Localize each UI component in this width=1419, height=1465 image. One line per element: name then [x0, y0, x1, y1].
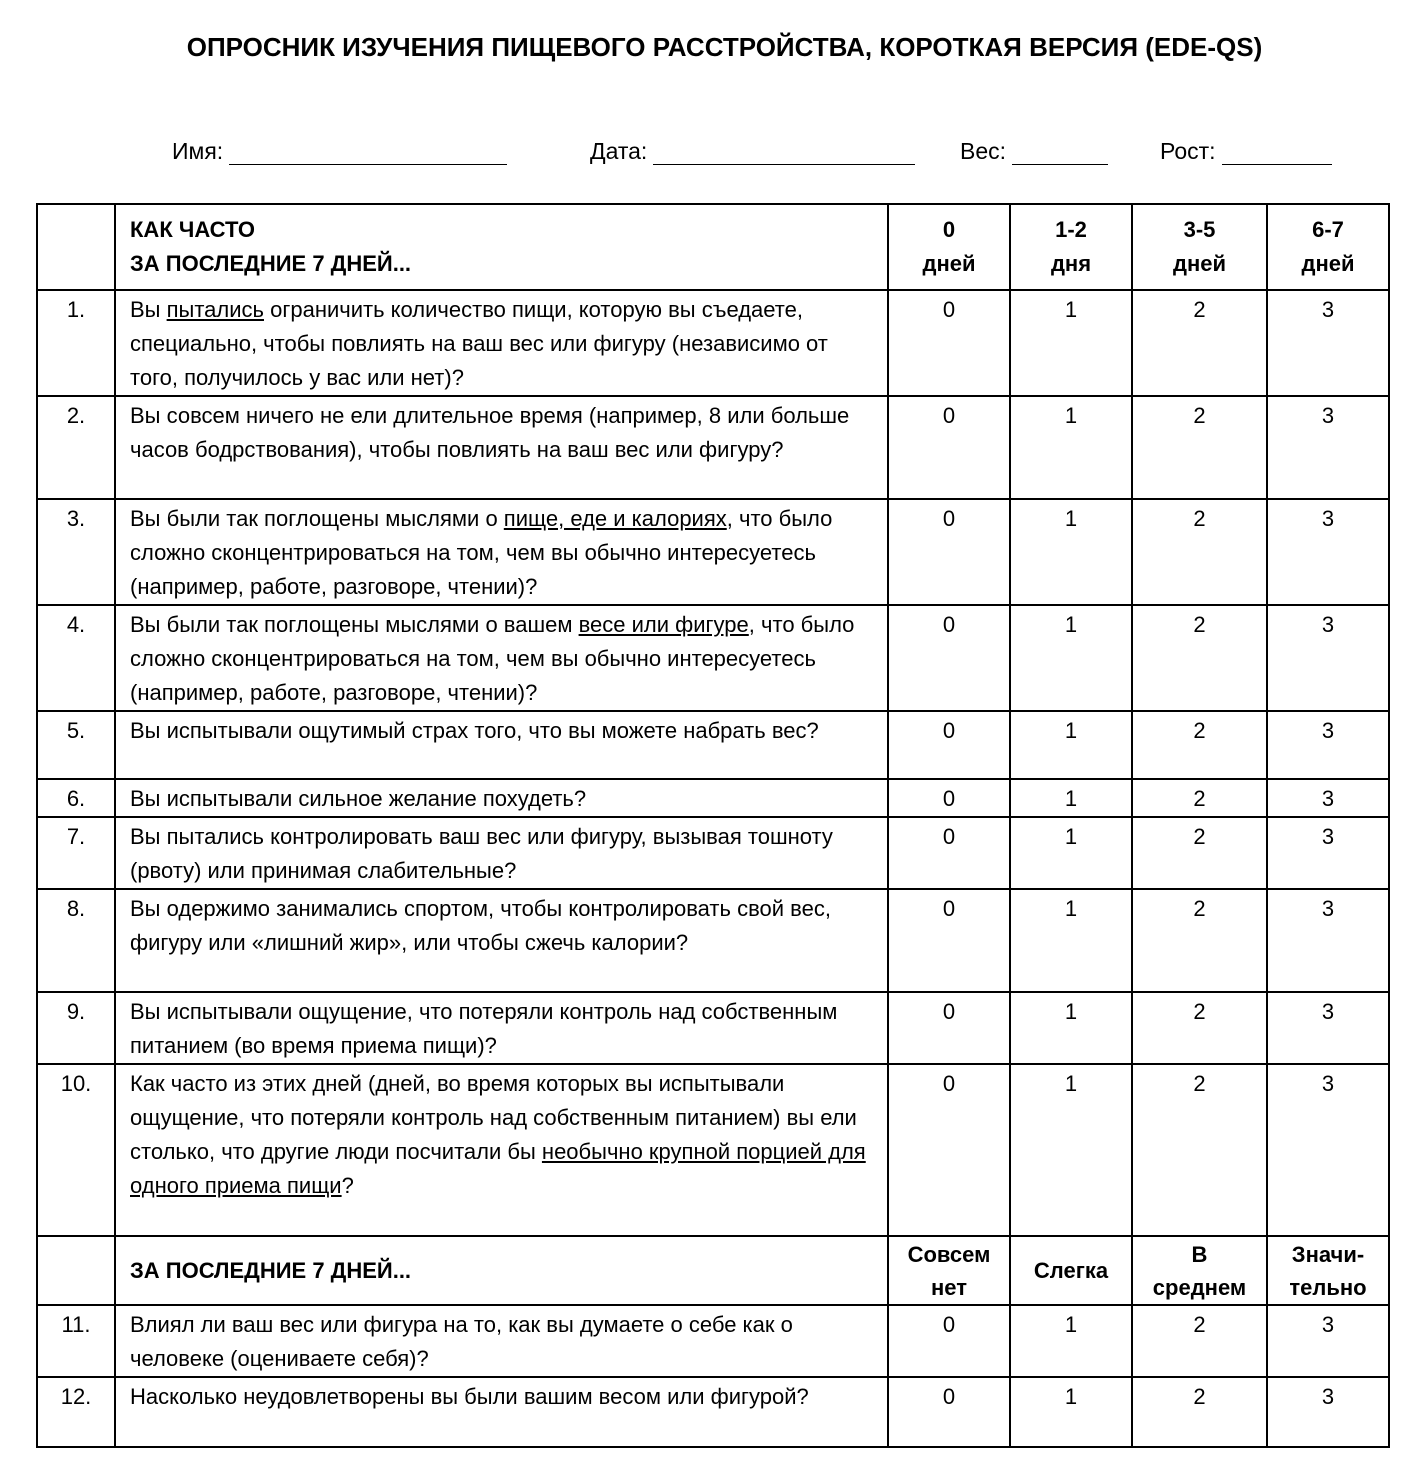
- header1-col-1: [1010, 204, 1132, 290]
- score-option-2[interactable]: 2: [1132, 817, 1267, 889]
- question-number: 7.: [37, 817, 115, 889]
- name-field[interactable]: [172, 138, 507, 165]
- score-option-1[interactable]: 1: [1010, 817, 1132, 889]
- score-option-0[interactable]: 0: [888, 1305, 1010, 1377]
- score-option-1[interactable]: 1: [1010, 1064, 1132, 1236]
- question-text: [115, 779, 888, 817]
- question-number: 2.: [37, 396, 115, 499]
- score-option-3[interactable]: 3: [1267, 779, 1389, 817]
- header1-line2: ЗА ПОСЛЕДНИЕ 7 ДНЕЙ...: [130, 251, 412, 276]
- score-option-3[interactable]: 3: [1267, 499, 1389, 605]
- header1-row: [37, 204, 1389, 290]
- score-option-3[interactable]: 3: [1267, 1064, 1389, 1236]
- score-option-2[interactable]: 2: [1132, 1064, 1267, 1236]
- question-text: [115, 992, 888, 1064]
- question-text-pre: Вы испытывали ощущение, что потеряли контроль над собственным питанием (во время приема пищи)?: [130, 999, 838, 1058]
- question-number: 9.: [37, 992, 115, 1064]
- question-number: 12.: [37, 1377, 115, 1447]
- question-text: [115, 290, 888, 396]
- question-row: [37, 499, 1389, 605]
- score-option-3[interactable]: 3: [1267, 711, 1389, 779]
- question-row: [37, 396, 1389, 499]
- header2-col-top: В: [1191, 1241, 1208, 1267]
- question-text: [115, 605, 888, 711]
- question-number: 10.: [37, 1064, 115, 1236]
- score-option-2[interactable]: 2: [1132, 1377, 1267, 1447]
- score-option-3[interactable]: 3: [1267, 1377, 1389, 1447]
- question-text: [115, 1305, 888, 1377]
- score-option-0[interactable]: 0: [888, 992, 1010, 1064]
- question-text: [115, 711, 888, 779]
- score-option-1[interactable]: 1: [1010, 499, 1132, 605]
- score-option-0[interactable]: 0: [888, 396, 1010, 499]
- question-row: [37, 779, 1389, 817]
- question-number: 11.: [37, 1305, 115, 1377]
- question-text-post: ограничить количество пищи, которую вы съедаете, специально, чтобы повлиять на ваш вес или фигуру (независимо от того, получилось у вас или нет)?: [130, 297, 828, 390]
- header2-col-bottom: тельно: [1289, 1274, 1367, 1300]
- score-option-3[interactable]: 3: [1267, 290, 1389, 396]
- question-text-pre: Вы были так поглощены мыслями о: [130, 506, 504, 531]
- date-label: Дата:: [590, 138, 648, 164]
- header2-col-3: [1267, 1236, 1389, 1305]
- header2-col-2: [1132, 1236, 1267, 1305]
- question-text: [115, 499, 888, 605]
- header2-col-top: Значи-: [1291, 1241, 1365, 1267]
- weight-blank[interactable]: [1012, 138, 1108, 165]
- score-option-0[interactable]: 0: [888, 1064, 1010, 1236]
- header1-col-bottom: дня: [1050, 251, 1092, 276]
- question-row: [37, 1064, 1389, 1236]
- header1-col-top: 6-7: [1312, 217, 1344, 242]
- header2-text-cell: [115, 1236, 888, 1305]
- score-option-1[interactable]: 1: [1010, 1305, 1132, 1377]
- score-option-1[interactable]: 1: [1010, 711, 1132, 779]
- score-option-1[interactable]: 1: [1010, 1377, 1132, 1447]
- question-row: [37, 711, 1389, 779]
- question-text-pre: Вы: [130, 297, 167, 322]
- question-row: [37, 605, 1389, 711]
- question-text-post: ?: [341, 1173, 354, 1198]
- question-text-underlined: пытались: [166, 297, 264, 322]
- question-text-underlined: необычно крупной порцией для одного приема пищи: [130, 1139, 866, 1198]
- question-text-pre: Влиял ли ваш вес или фигура на то, как вы думаете о себе как о человеке (оцениваете себя)?: [130, 1312, 793, 1371]
- score-option-1[interactable]: 1: [1010, 605, 1132, 711]
- header1-col-bottom: дней: [1301, 251, 1355, 276]
- header1-col-bottom: дней: [922, 251, 976, 276]
- score-option-1[interactable]: 1: [1010, 889, 1132, 992]
- header1-col-0: [888, 204, 1010, 290]
- header1-col-top: 0: [942, 217, 956, 242]
- header2-col-bottom: нет: [930, 1274, 967, 1300]
- question-text-underlined: весе или фигуре: [578, 612, 749, 637]
- info-fields: [0, 138, 1419, 172]
- name-blank[interactable]: [229, 138, 507, 165]
- header1-col-2: [1132, 204, 1267, 290]
- score-option-2[interactable]: 2: [1132, 499, 1267, 605]
- score-option-1[interactable]: 1: [1010, 779, 1132, 817]
- score-option-2[interactable]: 2: [1132, 779, 1267, 817]
- score-option-3[interactable]: 3: [1267, 889, 1389, 992]
- height-label: Рост:: [1160, 138, 1216, 164]
- header2-col-1: [1010, 1236, 1132, 1305]
- question-text: [115, 1064, 888, 1236]
- score-option-0[interactable]: 0: [888, 499, 1010, 605]
- score-option-3[interactable]: 3: [1267, 1305, 1389, 1377]
- score-option-2[interactable]: 2: [1132, 711, 1267, 779]
- header2-col-top: Совсем: [907, 1241, 991, 1267]
- question-text-underlined: пище, еде и калориях: [503, 506, 727, 531]
- score-option-1[interactable]: 1: [1010, 396, 1132, 499]
- question-text: [115, 817, 888, 889]
- height-field[interactable]: [1160, 138, 1332, 165]
- page-title: ОПРОСНИК ИЗУЧЕНИЯ ПИЩЕВОГО РАССТРОЙСТВА, КОРОТКАЯ ВЕРСИЯ (EDE-QS): [186, 32, 1263, 62]
- question-text-pre: Вы одержимо занимались спортом, чтобы контролировать свой вес, фигуру или «лишний жир», или чтобы сжечь калории?: [130, 896, 831, 955]
- header1-text-cell: [115, 204, 888, 290]
- header2-num-cell: [37, 1236, 115, 1305]
- question-text-pre: Насколько неудовлетворены вы были вашим весом или фигурой?: [130, 1384, 809, 1409]
- weight-label: Вес:: [960, 138, 1007, 164]
- question-row: [37, 290, 1389, 396]
- question-number: 6.: [37, 779, 115, 817]
- score-option-0[interactable]: 0: [888, 711, 1010, 779]
- header1-col-top: 1-2: [1055, 217, 1087, 242]
- date-field[interactable]: [590, 138, 915, 165]
- score-option-1[interactable]: 1: [1010, 992, 1132, 1064]
- score-option-1[interactable]: 1: [1010, 290, 1132, 396]
- header1-col-3: [1267, 204, 1389, 290]
- question-text-post: , что было сложно сконцентрироваться на том, чем вы обычно интересуетесь (например, работе, разговоре, чтении)?: [130, 612, 855, 705]
- question-text: [115, 396, 888, 499]
- question-number: 5.: [37, 711, 115, 779]
- question-text-pre: Вы были так поглощены мыслями о вашем: [130, 612, 579, 637]
- date-blank[interactable]: [653, 138, 915, 165]
- question-text: [115, 889, 888, 992]
- score-option-2[interactable]: 2: [1132, 889, 1267, 992]
- question-text-pre: Вы испытывали сильное желание похудеть?: [130, 786, 587, 811]
- header2-col-0: [888, 1236, 1010, 1305]
- question-number: 1.: [37, 290, 115, 396]
- score-option-0[interactable]: 0: [888, 605, 1010, 711]
- score-option-0[interactable]: 0: [888, 889, 1010, 992]
- score-option-2[interactable]: 2: [1132, 1305, 1267, 1377]
- score-option-3[interactable]: 3: [1267, 605, 1389, 711]
- header1-num-cell: [37, 204, 115, 290]
- name-label: Имя:: [172, 138, 224, 164]
- question-number: 3.: [37, 499, 115, 605]
- question-text-post: , что было сложно сконцентрироваться на том, чем вы обычно интересуетесь (например, работе, разговоре, чтении)?: [130, 506, 833, 599]
- question-number: 4.: [37, 605, 115, 711]
- header2-text: ЗА ПОСЛЕДНИЕ 7 ДНЕЙ...: [130, 1258, 412, 1283]
- question-text-pre: Вы испытывали ощутимый страх того, что вы можете набрать вес?: [130, 718, 819, 743]
- score-option-3[interactable]: 3: [1267, 817, 1389, 889]
- score-option-2[interactable]: 2: [1132, 290, 1267, 396]
- score-option-2[interactable]: 2: [1132, 396, 1267, 499]
- header2-row: [37, 1236, 1389, 1305]
- header1-line1: КАК ЧАСТО: [130, 217, 255, 242]
- weight-field[interactable]: [960, 138, 1108, 165]
- score-option-0[interactable]: 0: [888, 817, 1010, 889]
- height-blank[interactable]: [1222, 138, 1332, 165]
- header1-col-top: 3-5: [1183, 217, 1216, 242]
- header2-col-bottom: среднем: [1152, 1274, 1247, 1300]
- question-row: [37, 992, 1389, 1064]
- header2-col-bottom: Слегка: [1033, 1258, 1109, 1283]
- header1-col-bottom: дней: [1172, 251, 1226, 276]
- score-option-0[interactable]: 0: [888, 1377, 1010, 1447]
- score-option-2[interactable]: 2: [1132, 992, 1267, 1064]
- score-option-3[interactable]: 3: [1267, 992, 1389, 1064]
- question-text-pre: Как часто из этих дней (дней, во время которых вы испытывали ощущение, что потеряли контроль над собственным питанием) вы ели столько, что другие люди посчитали бы: [130, 1071, 857, 1164]
- score-option-0[interactable]: 0: [888, 290, 1010, 396]
- question-text: [115, 1377, 888, 1447]
- questionnaire-table: [36, 203, 1390, 1448]
- question-number: 8.: [37, 889, 115, 992]
- question-row: [37, 1305, 1389, 1377]
- score-option-3[interactable]: 3: [1267, 396, 1389, 499]
- question-text-pre: Вы совсем ничего не ели длительное время (например, 8 или больше часов бодрствования), чтобы повлиять на ваш вес или фигуру?: [130, 403, 850, 462]
- question-text-pre: Вы пытались контролировать ваш вес или фигуру, вызывая тошноту (рвоту) или принимая слабительные?: [130, 824, 833, 883]
- question-row: [37, 817, 1389, 889]
- question-row: [37, 889, 1389, 992]
- score-option-2[interactable]: 2: [1132, 605, 1267, 711]
- score-option-0[interactable]: 0: [888, 779, 1010, 817]
- question-row: [37, 1377, 1389, 1447]
